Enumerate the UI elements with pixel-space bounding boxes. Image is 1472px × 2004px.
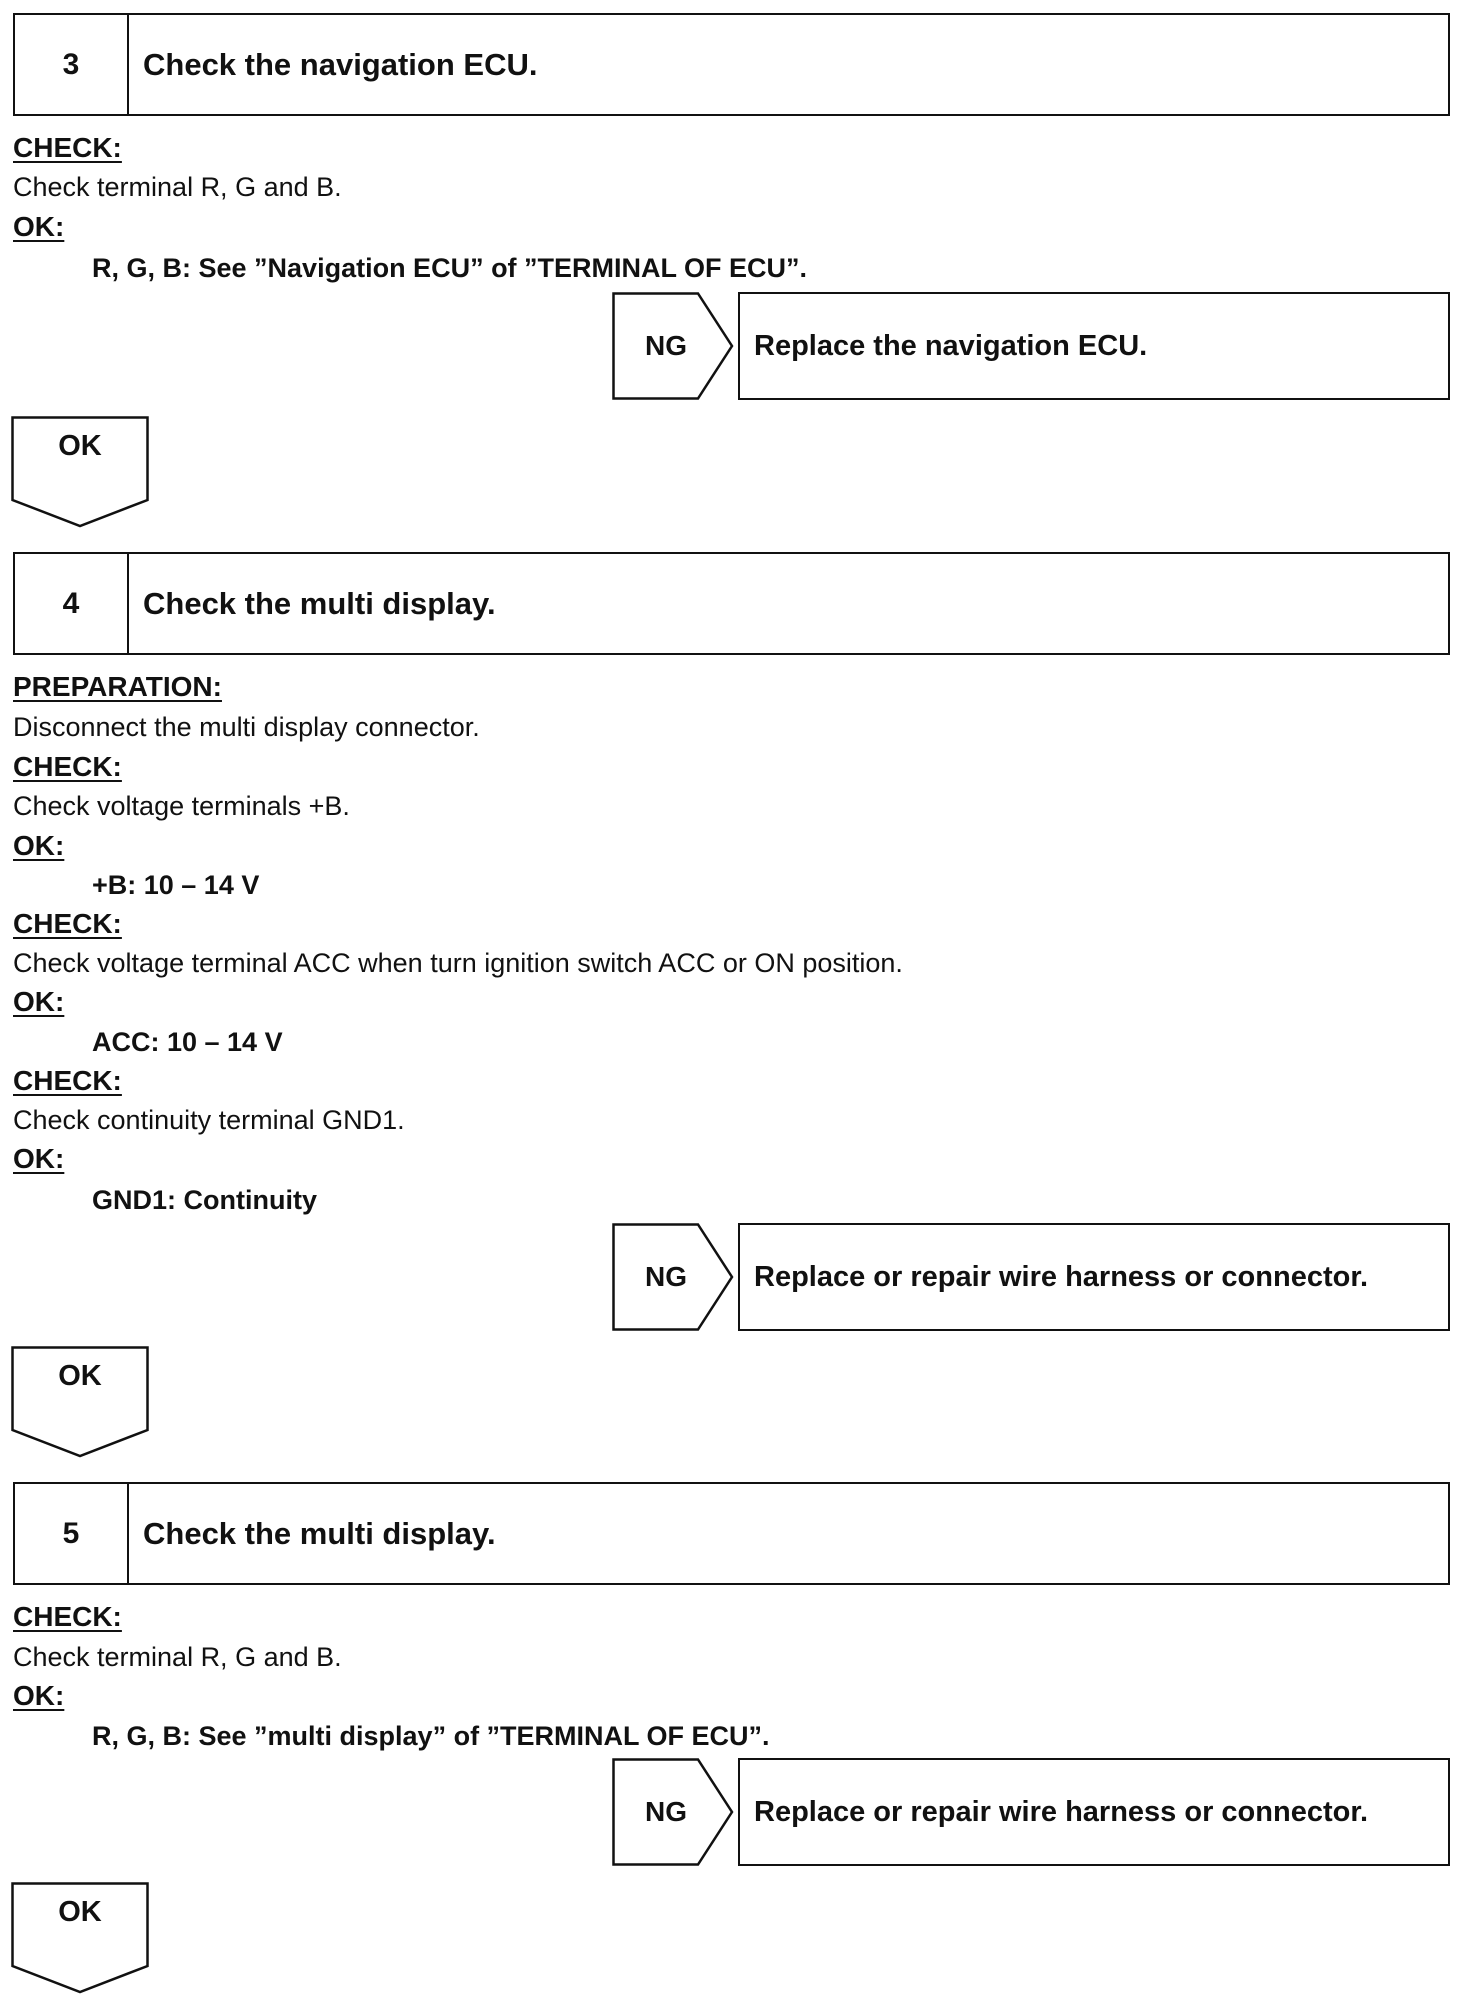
ok-arrow-label: OK	[58, 430, 102, 462]
check-text: Check voltage terminal ACC when turn ignition switch ACC or ON position.	[13, 948, 903, 978]
ok-label: OK:	[13, 1143, 65, 1174]
check-text: Check voltage terminals +B.	[13, 791, 350, 821]
ok-spec: R, G, B: See ”multi display” of ”TERMINAL OF ECU”.	[92, 1721, 770, 1751]
ok-spec: R, G, B: See ”Navigation ECU” of ”TERMINAL OF ECU”.	[92, 253, 808, 283]
ng-action-box: Replace or repair wire harness or connector.	[738, 1758, 1450, 1866]
ng-label: NG	[645, 330, 687, 361]
preparation-text: Disconnect the multi display connector.	[13, 712, 480, 742]
step-3-header	[13, 13, 1450, 116]
ng-label: NG	[645, 1796, 687, 1827]
ok-label: OK:	[13, 1680, 65, 1711]
step-title: Check the multi display.	[143, 1515, 496, 1551]
ok-label: OK:	[13, 986, 65, 1017]
ng-branch-marker	[612, 292, 734, 400]
step-title: Check the navigation ECU.	[143, 46, 538, 82]
check-label: CHECK:	[13, 908, 122, 939]
check-text: Check continuity terminal GND1.	[13, 1105, 405, 1135]
ok-arrow-label: OK	[58, 1360, 102, 1392]
preparation-label: PREPARATION:	[13, 671, 222, 702]
ok-arrow	[11, 416, 149, 528]
check-label: CHECK:	[13, 751, 122, 782]
ok-spec: ACC: 10 – 14 V	[92, 1027, 283, 1057]
check-label: CHECK:	[13, 1065, 122, 1096]
ng-action-box: Replace the navigation ECU.	[738, 292, 1450, 400]
ok-label: OK:	[13, 211, 65, 242]
ok-arrow	[11, 1346, 149, 1458]
step-title: Check the multi display.	[143, 585, 496, 621]
ng-action-box: Replace or repair wire harness or connector.	[738, 1223, 1450, 1331]
step-number: 3	[15, 15, 129, 114]
step-number: 5	[15, 1484, 129, 1583]
step-4-header	[13, 552, 1450, 655]
ng-label: NG	[645, 1261, 687, 1292]
check-label: CHECK:	[13, 1601, 122, 1632]
ng-branch-marker	[612, 1758, 734, 1866]
check-label: CHECK:	[13, 132, 122, 163]
ok-arrow	[11, 1882, 149, 1994]
ok-spec: +B: 10 – 14 V	[92, 870, 260, 900]
ok-label: OK:	[13, 830, 65, 861]
ok-arrow-label: OK	[58, 1896, 102, 1928]
ng-branch-marker	[612, 1223, 734, 1331]
check-text: Check terminal R, G and B.	[13, 172, 342, 202]
check-text: Check terminal R, G and B.	[13, 1642, 342, 1672]
step-5-header	[13, 1482, 1450, 1585]
step-number: 4	[15, 554, 129, 653]
ok-spec: GND1: Continuity	[92, 1185, 317, 1215]
